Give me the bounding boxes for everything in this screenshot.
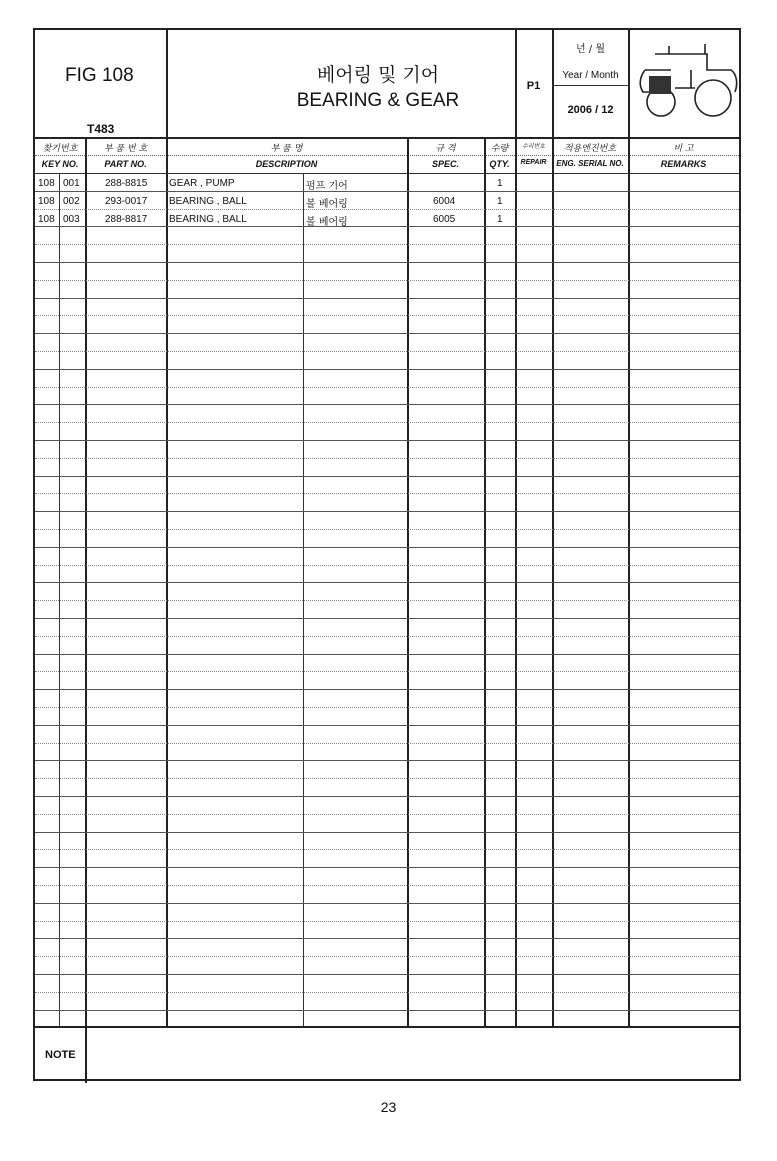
row3-part-no: 288-8817 (105, 214, 148, 225)
year-month-value: 2006 / 12 (567, 104, 614, 116)
table-row-line (35, 458, 739, 459)
table-row-line (35, 351, 739, 352)
table-row-line (35, 315, 739, 316)
table-row-line (35, 226, 739, 227)
row2-qty: 1 (497, 196, 503, 207)
row3-key-a: 108 (38, 214, 55, 225)
row1-qty: 1 (497, 178, 503, 189)
row2-desc-ko: 볼 베어링 (306, 199, 348, 210)
date-divider (628, 30, 630, 137)
table-row-line (35, 280, 739, 281)
table-row-line (35, 422, 739, 423)
table-row-line (35, 814, 739, 815)
column-header-mid (35, 155, 739, 156)
table-row-line (35, 938, 739, 939)
row3-key-b: 003 (63, 214, 80, 225)
table-row-line (35, 529, 739, 530)
table-row-line (35, 582, 739, 583)
date-inner-line (552, 85, 628, 86)
col-header-spec-en: SPEC. (431, 159, 459, 169)
table-row-line (35, 476, 739, 477)
note-divider (35, 1026, 739, 1028)
col-header-qty-en: QTY. (489, 159, 510, 169)
table-row-line (35, 992, 739, 993)
col-header-part-ko: 부 품 번 호 (103, 144, 148, 154)
table-row-line (35, 903, 739, 904)
col-header-key-en: KEY NO. (41, 159, 79, 169)
row2-spec: 6004 (433, 196, 456, 207)
table-row-line (35, 369, 739, 370)
row1-key-a: 108 (38, 178, 55, 189)
model-code: T483 (87, 122, 115, 136)
table-row-line (35, 1010, 739, 1011)
table-row-line (35, 778, 739, 779)
row3-spec: 6005 (433, 214, 456, 225)
table-row-line (35, 974, 739, 975)
table-row-line (35, 725, 739, 726)
table-row-line (35, 654, 739, 655)
table-row-line (35, 867, 739, 868)
table-row-line (35, 743, 739, 744)
tractor-icon (635, 40, 739, 122)
col-header-desc-en: DESCRIPTION (255, 159, 318, 169)
table-row-line (35, 760, 739, 761)
table-row-line (35, 796, 739, 797)
table-row-line (35, 636, 739, 637)
table-row-line (35, 849, 739, 850)
col-header-remarks-ko: 비 고 (673, 144, 694, 154)
table-row-line (35, 387, 739, 388)
table-row-line (35, 262, 739, 263)
table-row-line (35, 956, 739, 957)
col-header-qty-ko: 수량 (490, 144, 509, 154)
col-header-spec-ko: 규 격 (435, 144, 456, 154)
row2-key-b: 002 (63, 196, 80, 207)
page-number: 23 (380, 1099, 397, 1115)
row3-qty: 1 (497, 214, 503, 225)
row1-desc-en: GEAR , PUMP (169, 178, 235, 189)
row2-desc-en: BEARING , BALL (169, 196, 247, 207)
table-row-line (35, 885, 739, 886)
parts-sheet (33, 28, 741, 1081)
table-row-line (35, 600, 739, 601)
table-row-line (35, 298, 739, 299)
table-row-line (35, 618, 739, 619)
title-english: BEARING & GEAR (296, 90, 460, 111)
table-row-line (35, 404, 739, 405)
row3-desc-ko: 볼 베어링 (306, 217, 348, 228)
table-row-line (35, 547, 739, 548)
figure-number: FIG 108 (65, 65, 134, 86)
table-row-line (35, 511, 739, 512)
col-header-repair-en: REPAIR (520, 159, 547, 166)
table-row-line (35, 921, 739, 922)
row2-part-no: 293-0017 (105, 196, 148, 207)
table-row-line (35, 191, 739, 192)
col-header-remarks-en: REMARKS (660, 159, 707, 169)
row2-key-a: 108 (38, 196, 55, 207)
row3-desc-en: BEARING , BALL (169, 214, 247, 225)
col-header-serial-ko: 적용엔진번호 (563, 144, 617, 154)
title-korean: 베어링 및 기어 (316, 64, 440, 86)
year-month-label-en: Year / Month (562, 70, 619, 81)
col-header-serial-en: ENG. SERIAL NO. (556, 159, 624, 168)
row1-desc-ko: 펌프 기어 (306, 181, 348, 192)
table-row-line (35, 244, 739, 245)
table-row-line (35, 832, 739, 833)
year-month-label-ko: 년 / 월 (575, 44, 606, 55)
table-row-line (35, 333, 739, 334)
col-header-part-en: PART NO. (104, 159, 147, 169)
row1-part-no: 288-8815 (105, 178, 148, 189)
col-header-desc-ko: 부 품 명 (270, 144, 303, 154)
col-header-key-ko: 찾기번호 (42, 144, 78, 154)
col-line-part (85, 137, 87, 1083)
page-code: P1 (526, 80, 541, 92)
fig-divider (166, 30, 168, 137)
table-row-line (35, 689, 739, 690)
note-label: NOTE (45, 1049, 76, 1061)
header-divider (35, 137, 739, 139)
col-header-repair-ko: 수리번호 (521, 143, 546, 150)
table-row-line (35, 440, 739, 441)
table-row-line (35, 707, 739, 708)
table-row-line (35, 565, 739, 566)
table-row-line (35, 671, 739, 672)
table-row-line (35, 209, 739, 210)
column-header-bottom (35, 173, 739, 174)
table-row-line (35, 493, 739, 494)
row1-key-b: 001 (63, 178, 80, 189)
